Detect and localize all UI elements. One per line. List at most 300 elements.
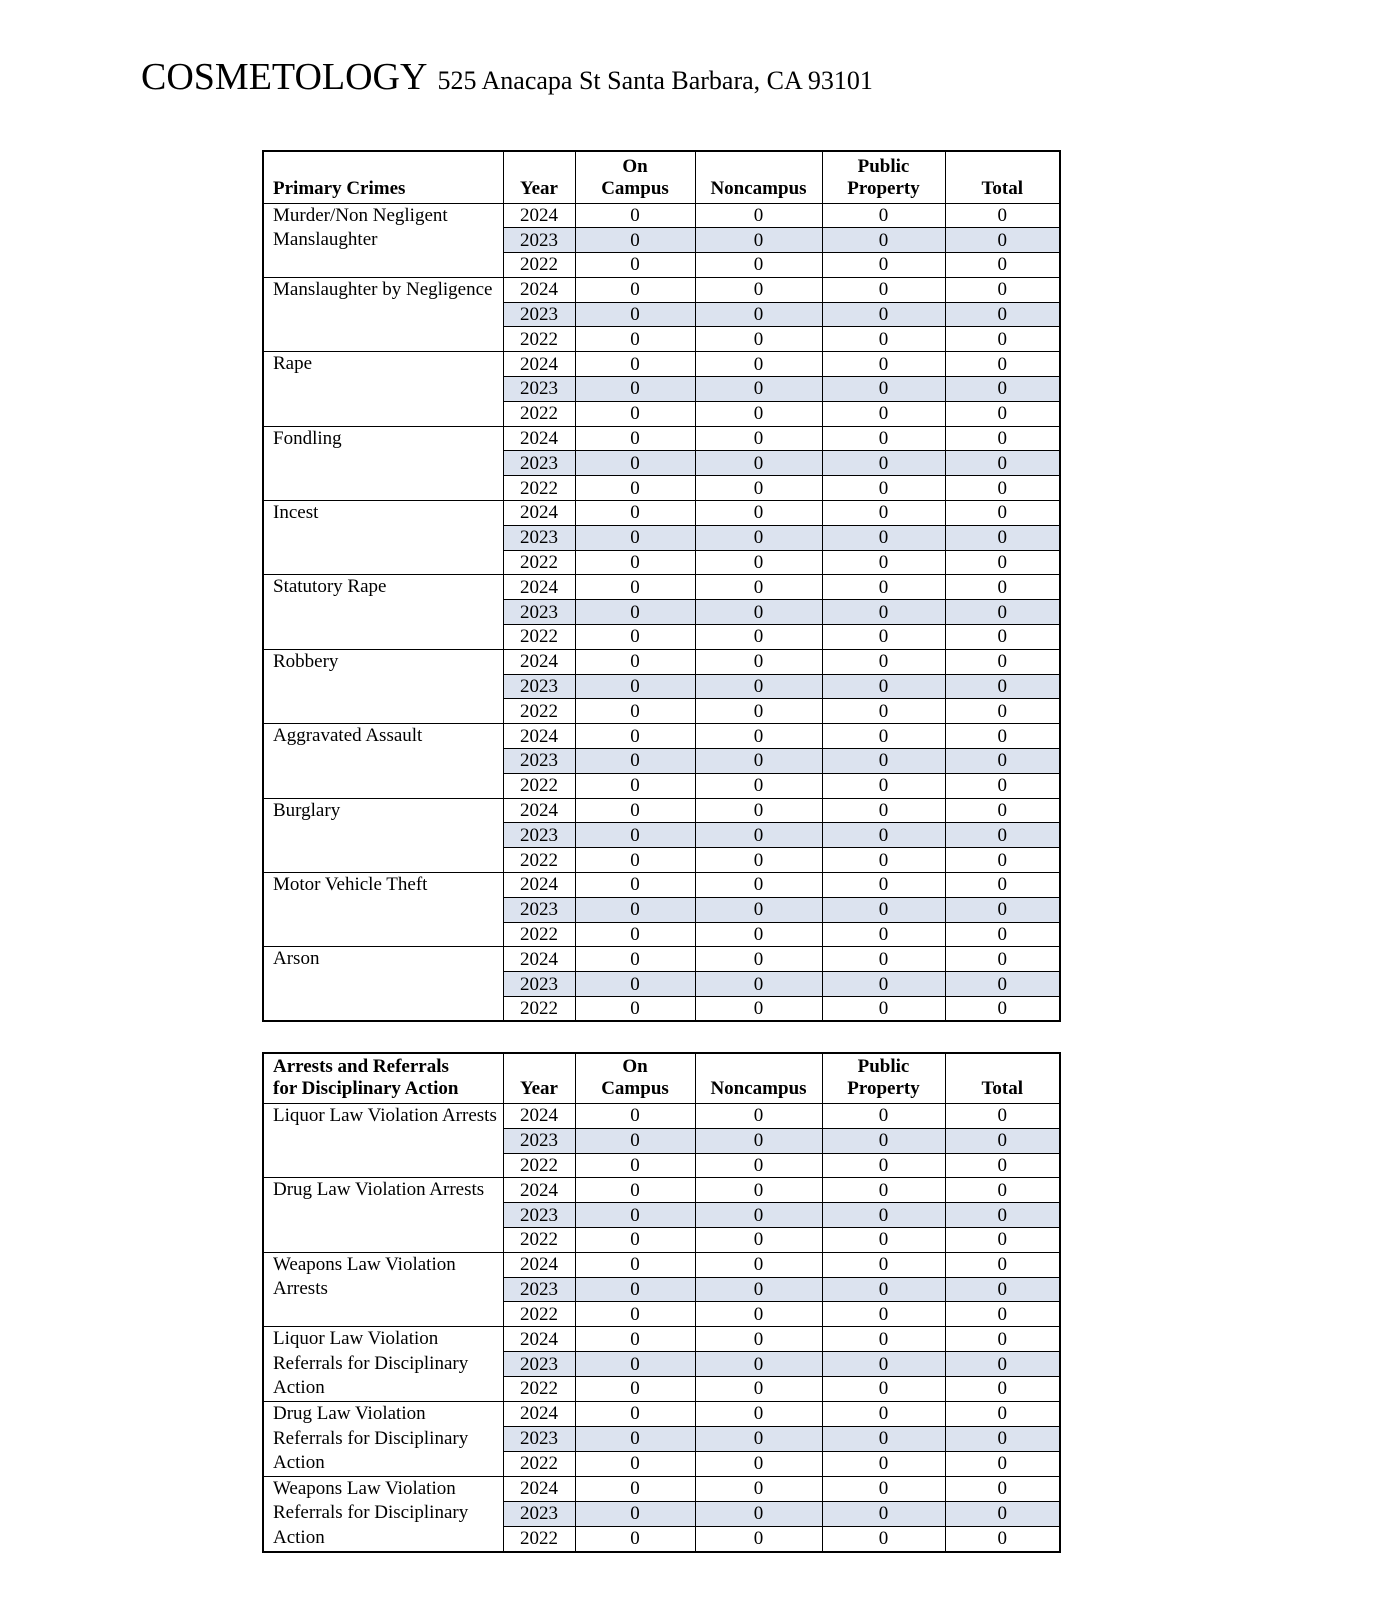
table-row	[263, 798, 1060, 823]
column-header-noncampus	[695, 1053, 822, 1104]
value-cell: 0	[695, 1227, 822, 1252]
arrests-and-referrals-table	[262, 1052, 1061, 1553]
value-cell: 0	[575, 773, 695, 798]
year-cell: 2023	[503, 1277, 575, 1302]
value-cell: 0	[822, 1476, 945, 1501]
value-cell: 0	[945, 401, 1060, 426]
value-cell: 0	[695, 1104, 822, 1129]
value-cell: 0	[945, 352, 1060, 377]
value-cell: 0	[695, 724, 822, 749]
value-cell: 0	[695, 823, 822, 848]
year-cell: 2024	[503, 1178, 575, 1203]
value-cell: 0	[695, 1426, 822, 1451]
value-cell: 0	[945, 1501, 1060, 1526]
value-cell: 0	[822, 1327, 945, 1352]
value-cell: 0	[695, 1327, 822, 1352]
value-cell: 0	[945, 947, 1060, 972]
value-cell: 0	[822, 277, 945, 302]
value-cell: 0	[575, 228, 695, 253]
value-cell: 0	[822, 848, 945, 873]
value-cell: 0	[695, 203, 822, 228]
value-cell: 0	[695, 277, 822, 302]
value-cell: 0	[945, 1178, 1060, 1203]
year-cell: 2024	[503, 426, 575, 451]
value-cell: 0	[822, 922, 945, 947]
value-cell: 0	[575, 426, 695, 451]
value-cell: 0	[695, 501, 822, 526]
robbery-label: Robbery	[263, 649, 503, 723]
table-row	[263, 724, 1060, 749]
value-cell: 0	[822, 724, 945, 749]
value-cell: 0	[945, 1252, 1060, 1277]
year-cell: 2023	[503, 972, 575, 997]
year-cell: 2024	[503, 798, 575, 823]
year-cell: 2023	[503, 1128, 575, 1153]
value-cell: 0	[695, 649, 822, 674]
value-cell: 0	[945, 1476, 1060, 1501]
value-cell: 0	[695, 228, 822, 253]
value-cell: 0	[822, 1401, 945, 1426]
value-cell: 0	[945, 501, 1060, 526]
table-row	[263, 947, 1060, 972]
value-cell: 0	[575, 600, 695, 625]
table-row	[263, 352, 1060, 377]
year-cell: 2024	[503, 203, 575, 228]
value-cell: 0	[822, 525, 945, 550]
value-cell: 0	[575, 501, 695, 526]
value-cell: 0	[695, 699, 822, 724]
value-cell: 0	[945, 302, 1060, 327]
table-title-line: for Disciplinary Action	[273, 1078, 459, 1099]
year-cell: 2023	[503, 674, 575, 699]
column-header-total	[945, 1053, 1060, 1104]
value-cell: 0	[822, 253, 945, 278]
year-cell: 2023	[503, 302, 575, 327]
value-cell: 0	[575, 1277, 695, 1302]
value-cell: 0	[945, 798, 1060, 823]
value-cell: 0	[822, 1302, 945, 1327]
year-cell: 2023	[503, 1426, 575, 1451]
value-cell: 0	[822, 649, 945, 674]
value-cell: 0	[575, 550, 695, 575]
value-cell: 0	[575, 352, 695, 377]
column-header-label: Public Property	[847, 1056, 920, 1099]
value-cell: 0	[695, 1153, 822, 1178]
value-cell: 0	[945, 1277, 1060, 1302]
value-cell: 0	[822, 674, 945, 699]
header-row	[263, 151, 1060, 203]
value-cell: 0	[822, 749, 945, 774]
burglary-label: Burglary	[263, 798, 503, 872]
value-cell: 0	[695, 997, 822, 1022]
arson-label: Arson	[263, 947, 503, 1021]
value-cell: 0	[695, 476, 822, 501]
arrests-and-referrals-table-title	[263, 1053, 503, 1104]
value-cell: 0	[822, 327, 945, 352]
weapons-law-violation-referrals-for-disciplinary-action-label: Weapons Law Violation Referrals for Disciplinary Action	[263, 1476, 503, 1551]
value-cell: 0	[695, 1302, 822, 1327]
year-cell: 2023	[503, 823, 575, 848]
column-header-label: Public Property	[847, 155, 920, 199]
value-cell: 0	[822, 1377, 945, 1402]
value-cell: 0	[945, 873, 1060, 898]
table-row	[263, 649, 1060, 674]
table-row	[263, 873, 1060, 898]
value-cell: 0	[945, 897, 1060, 922]
column-header-label: Year	[520, 1078, 558, 1099]
table-row	[263, 1401, 1060, 1426]
value-cell: 0	[822, 1252, 945, 1277]
value-cell: 0	[945, 699, 1060, 724]
value-cell: 0	[945, 972, 1060, 997]
fondling-label: Fondling	[263, 426, 503, 500]
value-cell: 0	[822, 550, 945, 575]
value-cell: 0	[575, 749, 695, 774]
value-cell: 0	[575, 1227, 695, 1252]
value-cell: 0	[822, 1526, 945, 1551]
value-cell: 0	[945, 922, 1060, 947]
value-cell: 0	[822, 699, 945, 724]
table-row	[263, 1327, 1060, 1352]
table-row	[263, 203, 1060, 228]
value-cell: 0	[822, 1178, 945, 1203]
column-header-label: Total	[981, 1078, 1024, 1099]
value-cell: 0	[945, 773, 1060, 798]
value-cell: 0	[575, 401, 695, 426]
column-header-label: On Campus	[601, 1056, 669, 1099]
value-cell: 0	[695, 897, 822, 922]
value-cell: 0	[822, 773, 945, 798]
value-cell: 0	[945, 525, 1060, 550]
table-row	[263, 426, 1060, 451]
value-cell: 0	[575, 525, 695, 550]
value-cell: 0	[575, 848, 695, 873]
weapons-law-violation-arrests-label: Weapons Law Violation Arrests	[263, 1252, 503, 1326]
year-cell: 2022	[503, 1153, 575, 1178]
value-cell: 0	[822, 352, 945, 377]
table-row	[263, 1252, 1060, 1277]
value-cell: 0	[695, 302, 822, 327]
value-cell: 0	[945, 327, 1060, 352]
value-cell: 0	[822, 1203, 945, 1228]
column-header-label: Noncampus	[710, 1078, 807, 1099]
year-cell: 2022	[503, 1377, 575, 1402]
value-cell: 0	[695, 352, 822, 377]
value-cell: 0	[945, 476, 1060, 501]
year-cell: 2023	[503, 1352, 575, 1377]
value-cell: 0	[945, 1426, 1060, 1451]
value-cell: 0	[945, 253, 1060, 278]
value-cell: 0	[945, 1153, 1060, 1178]
table-row	[263, 575, 1060, 600]
value-cell: 0	[945, 649, 1060, 674]
value-cell: 0	[945, 203, 1060, 228]
value-cell: 0	[575, 1153, 695, 1178]
year-cell: 2023	[503, 1203, 575, 1228]
value-cell: 0	[575, 1178, 695, 1203]
liquor-law-violation-referrals-for-disciplinary-action-label: Liquor Law Violation Referrals for Disciplinary Action	[263, 1327, 503, 1402]
table-row	[263, 1178, 1060, 1203]
primary-crimes-table	[262, 150, 1061, 1022]
value-cell: 0	[822, 1128, 945, 1153]
value-cell: 0	[575, 699, 695, 724]
year-cell: 2023	[503, 451, 575, 476]
table-title-line: Primary Crimes	[273, 177, 406, 199]
value-cell: 0	[945, 724, 1060, 749]
primary-crimes-table-title	[263, 151, 503, 203]
value-cell: 0	[695, 426, 822, 451]
year-cell: 2022	[503, 922, 575, 947]
year-cell: 2022	[503, 625, 575, 650]
value-cell: 0	[575, 897, 695, 922]
value-cell: 0	[945, 426, 1060, 451]
value-cell: 0	[945, 1227, 1060, 1252]
value-cell: 0	[822, 1277, 945, 1302]
year-cell: 2024	[503, 947, 575, 972]
value-cell: 0	[695, 922, 822, 947]
value-cell: 0	[945, 1352, 1060, 1377]
year-cell: 2022	[503, 327, 575, 352]
value-cell: 0	[695, 550, 822, 575]
value-cell: 0	[822, 302, 945, 327]
value-cell: 0	[945, 823, 1060, 848]
value-cell: 0	[822, 1104, 945, 1129]
value-cell: 0	[575, 1426, 695, 1451]
manslaughter-by-negligence-label: Manslaughter by Negligence	[263, 277, 503, 351]
value-cell: 0	[822, 625, 945, 650]
program-name: COSMETOLOGY	[141, 56, 428, 98]
year-cell: 2023	[503, 897, 575, 922]
value-cell: 0	[945, 1128, 1060, 1153]
value-cell: 0	[575, 1451, 695, 1476]
value-cell: 0	[575, 1104, 695, 1129]
value-cell: 0	[695, 1352, 822, 1377]
value-cell: 0	[575, 253, 695, 278]
column-header-total	[945, 151, 1060, 203]
value-cell: 0	[695, 575, 822, 600]
value-cell: 0	[575, 476, 695, 501]
value-cell: 0	[822, 947, 945, 972]
value-cell: 0	[575, 798, 695, 823]
value-cell: 0	[575, 724, 695, 749]
year-cell: 2022	[503, 401, 575, 426]
value-cell: 0	[945, 451, 1060, 476]
column-header-label: Noncampus	[710, 177, 807, 199]
program-address: 525 Anacapa St Santa Barbara, CA 93101	[437, 66, 873, 95]
value-cell: 0	[945, 575, 1060, 600]
value-cell: 0	[695, 848, 822, 873]
value-cell: 0	[695, 1178, 822, 1203]
year-cell: 2023	[503, 749, 575, 774]
value-cell: 0	[575, 1476, 695, 1501]
value-cell: 0	[575, 1526, 695, 1551]
year-cell: 2024	[503, 649, 575, 674]
year-cell: 2022	[503, 1451, 575, 1476]
value-cell: 0	[945, 997, 1060, 1022]
year-cell: 2022	[503, 253, 575, 278]
value-cell: 0	[575, 327, 695, 352]
column-header-noncampus	[695, 151, 822, 203]
table-row	[263, 1476, 1060, 1501]
drug-law-violation-referrals-for-disciplinary-action-label: Drug Law Violation Referrals for Disciplinary Action	[263, 1401, 503, 1476]
value-cell: 0	[822, 1352, 945, 1377]
murder-non-negligent-manslaughter-label: Murder/Non Negligent Manslaughter	[263, 203, 503, 277]
year-cell: 2024	[503, 724, 575, 749]
value-cell: 0	[945, 1451, 1060, 1476]
year-cell: 2022	[503, 476, 575, 501]
column-header-label: Year	[520, 177, 558, 199]
value-cell: 0	[822, 401, 945, 426]
value-cell: 0	[695, 253, 822, 278]
value-cell: 0	[575, 997, 695, 1022]
incest-label: Incest	[263, 501, 503, 575]
value-cell: 0	[822, 823, 945, 848]
value-cell: 0	[575, 203, 695, 228]
value-cell: 0	[575, 1377, 695, 1402]
year-cell: 2022	[503, 1526, 575, 1551]
year-cell: 2024	[503, 1252, 575, 1277]
value-cell: 0	[575, 451, 695, 476]
value-cell: 0	[695, 1451, 822, 1476]
year-cell: 2024	[503, 277, 575, 302]
value-cell: 0	[945, 1203, 1060, 1228]
value-cell: 0	[695, 873, 822, 898]
value-cell: 0	[695, 1128, 822, 1153]
value-cell: 0	[822, 575, 945, 600]
value-cell: 0	[575, 922, 695, 947]
value-cell: 0	[695, 451, 822, 476]
value-cell: 0	[695, 377, 822, 402]
value-cell: 0	[575, 823, 695, 848]
value-cell: 0	[822, 897, 945, 922]
value-cell: 0	[822, 873, 945, 898]
year-cell: 2022	[503, 699, 575, 724]
value-cell: 0	[945, 550, 1060, 575]
value-cell: 0	[822, 1153, 945, 1178]
value-cell: 0	[575, 674, 695, 699]
value-cell: 0	[945, 625, 1060, 650]
value-cell: 0	[695, 773, 822, 798]
year-cell: 2024	[503, 575, 575, 600]
document-header	[141, 55, 873, 99]
value-cell: 0	[822, 451, 945, 476]
value-cell: 0	[822, 228, 945, 253]
year-cell: 2024	[503, 501, 575, 526]
value-cell: 0	[575, 302, 695, 327]
value-cell: 0	[822, 798, 945, 823]
value-cell: 0	[695, 972, 822, 997]
value-cell: 0	[695, 749, 822, 774]
value-cell: 0	[695, 798, 822, 823]
value-cell: 0	[575, 377, 695, 402]
value-cell: 0	[695, 1377, 822, 1402]
year-cell: 2024	[503, 352, 575, 377]
value-cell: 0	[695, 1526, 822, 1551]
value-cell: 0	[945, 848, 1060, 873]
value-cell: 0	[695, 401, 822, 426]
column-header-public-property	[822, 151, 945, 203]
value-cell: 0	[945, 1302, 1060, 1327]
value-cell: 0	[575, 575, 695, 600]
value-cell: 0	[822, 997, 945, 1022]
value-cell: 0	[575, 1302, 695, 1327]
value-cell: 0	[822, 1426, 945, 1451]
value-cell: 0	[945, 377, 1060, 402]
value-cell: 0	[575, 1327, 695, 1352]
value-cell: 0	[575, 873, 695, 898]
value-cell: 0	[695, 674, 822, 699]
value-cell: 0	[695, 1501, 822, 1526]
value-cell: 0	[945, 1401, 1060, 1426]
liquor-law-violation-arrests-label: Liquor Law Violation Arrests	[263, 1104, 503, 1178]
column-header-year	[503, 151, 575, 203]
value-cell: 0	[945, 1526, 1060, 1551]
value-cell: 0	[822, 426, 945, 451]
value-cell: 0	[822, 600, 945, 625]
value-cell: 0	[575, 1352, 695, 1377]
value-cell: 0	[575, 972, 695, 997]
table-row	[263, 277, 1060, 302]
value-cell: 0	[695, 947, 822, 972]
value-cell: 0	[695, 1401, 822, 1426]
value-cell: 0	[695, 600, 822, 625]
value-cell: 0	[822, 1501, 945, 1526]
drug-law-violation-arrests-label: Drug Law Violation Arrests	[263, 1178, 503, 1252]
value-cell: 0	[695, 525, 822, 550]
table-row	[263, 501, 1060, 526]
year-cell: 2022	[503, 1227, 575, 1252]
value-cell: 0	[695, 1252, 822, 1277]
value-cell: 0	[695, 327, 822, 352]
year-cell: 2024	[503, 1476, 575, 1501]
column-header-on-campus	[575, 151, 695, 203]
value-cell: 0	[822, 972, 945, 997]
motor-vehicle-theft-label: Motor Vehicle Theft	[263, 873, 503, 947]
value-cell: 0	[945, 277, 1060, 302]
table-title-line: Arrests and Referrals	[273, 1056, 449, 1077]
year-cell: 2023	[503, 525, 575, 550]
value-cell: 0	[945, 1104, 1060, 1129]
year-cell: 2024	[503, 1401, 575, 1426]
value-cell: 0	[945, 674, 1060, 699]
year-cell: 2024	[503, 1104, 575, 1129]
value-cell: 0	[575, 649, 695, 674]
value-cell: 0	[575, 277, 695, 302]
value-cell: 0	[822, 1227, 945, 1252]
value-cell: 0	[945, 1377, 1060, 1402]
value-cell: 0	[822, 203, 945, 228]
value-cell: 0	[822, 377, 945, 402]
year-cell: 2022	[503, 1302, 575, 1327]
statutory-rape-label: Statutory Rape	[263, 575, 503, 649]
value-cell: 0	[575, 1128, 695, 1153]
header-row	[263, 1053, 1060, 1104]
value-cell: 0	[822, 1451, 945, 1476]
year-cell: 2023	[503, 600, 575, 625]
year-cell: 2023	[503, 1501, 575, 1526]
value-cell: 0	[945, 600, 1060, 625]
value-cell: 0	[945, 228, 1060, 253]
value-cell: 0	[575, 1203, 695, 1228]
value-cell: 0	[822, 501, 945, 526]
year-cell: 2023	[503, 377, 575, 402]
value-cell: 0	[575, 947, 695, 972]
value-cell: 0	[695, 1203, 822, 1228]
value-cell: 0	[822, 476, 945, 501]
year-cell: 2022	[503, 848, 575, 873]
year-cell: 2024	[503, 1327, 575, 1352]
column-header-label: Total	[981, 177, 1024, 199]
